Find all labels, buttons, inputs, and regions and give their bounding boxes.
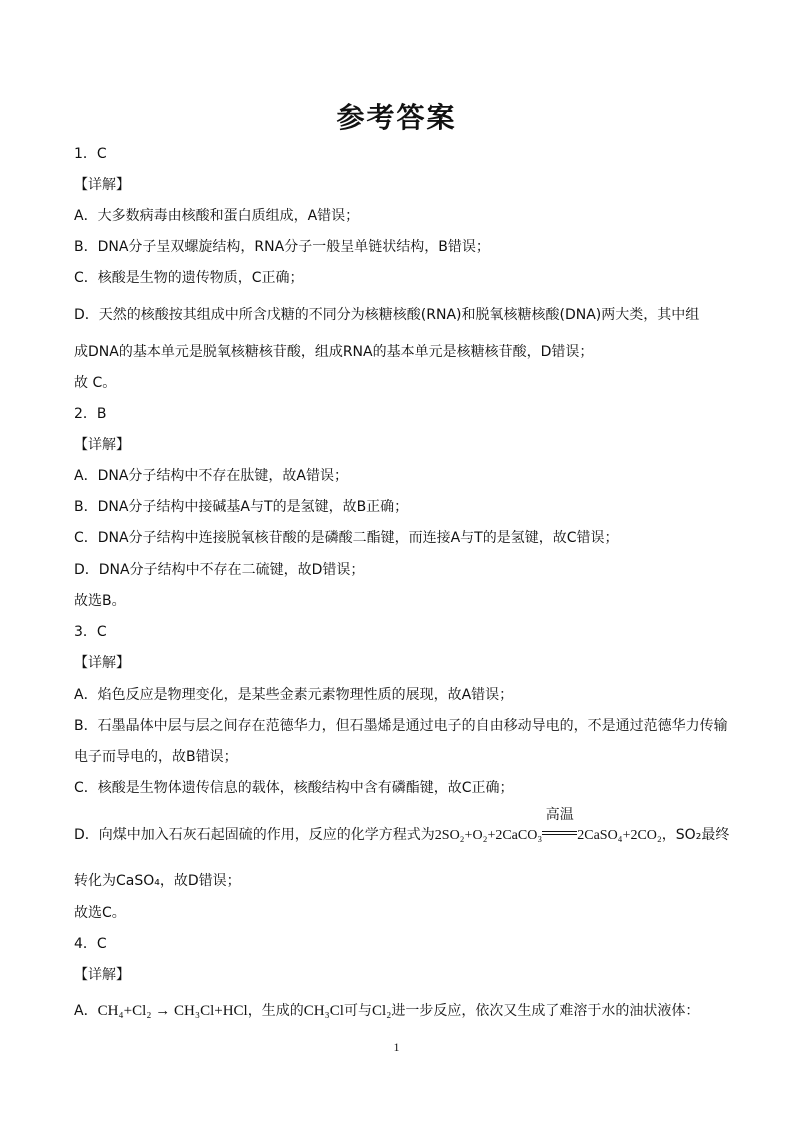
q1-option-a: A．大多数病毒由核酸和蛋白质组成，A错误； <box>74 208 360 224</box>
reaction-condition: 高温 <box>545 807 574 823</box>
q4-a-text3: 进一步反应，依次又生成了难溶于水的油状液体： <box>391 1003 700 1019</box>
q2-answer: 2．B <box>74 406 107 422</box>
q2-option-a: A．DNA分子结构中不存在肽键，故A错误； <box>74 468 348 484</box>
q4-a-text2: 可与 <box>343 1003 372 1019</box>
q3-option-b-line1: B．石墨晶体中层与层之间存在范德华力，但石墨烯是通过电子的自由移动导电的，不是通过范德华力传输 <box>74 718 728 734</box>
q3-conclusion: 故选C。 <box>74 905 126 921</box>
q1-option-b: B．DNA分子呈双螺旋结构，RNA分子一般呈单链状结构，B错误； <box>74 239 490 255</box>
q3-option-b-line2: 电子而导电的，故B错误； <box>74 749 238 765</box>
q1-option-d-line2: 成DNA的基本单元是脱氧核糖核苷酸，组成RNA的基本单元是核糖核苷酸，D错误； <box>74 344 594 360</box>
page-title: 参考答案 <box>336 101 457 134</box>
q4-a-equation: CH₄+Cl₂ → CH₃Cl+HCl <box>97 1003 248 1019</box>
q3-option-d-line2: 转化为CaSO₄，故D错误； <box>74 873 241 889</box>
q4-a-text1: ，生成的 <box>247 1003 304 1019</box>
q3-d-reactants: 2SO₂+O₂+2CaCO₃ <box>434 828 543 843</box>
q3-option-d-line1 <box>74 807 730 846</box>
q3-option-a: A．焰色反应是物理变化，是某些金素元素物理性质的展现，故A错误； <box>74 687 514 703</box>
q3-answer: 3．C <box>74 624 107 640</box>
q2-conclusion: 故选B。 <box>74 593 126 609</box>
reaction-condition-arrow <box>542 807 577 843</box>
q3-detail-heading: 【详解】 <box>74 655 130 671</box>
q4-answer: 4．C <box>74 936 107 952</box>
q2-option-b: B．DNA分子结构中接碱基A与T的是氢键，故B正确； <box>74 499 409 515</box>
q2-option-d: D．DNA分子结构中不存在二硫键，故D错误； <box>74 562 365 578</box>
q3-d-products: 2CaSO₄+2CO₂ <box>577 828 662 843</box>
q4-detail-heading: 【详解】 <box>74 967 130 983</box>
q4-a-cl2: Cl₂ <box>371 1003 392 1019</box>
q3-d-suffix: ，SO₂最终 <box>661 827 730 843</box>
q4-a-ch3cl: CH₃Cl <box>303 1003 344 1019</box>
q1-answer: 1．C <box>74 146 107 162</box>
q3-d-prefix: D．向煤中加入石灰石起固硫的作用，反应的化学方程式为 <box>74 827 435 843</box>
q2-detail-heading: 【详解】 <box>74 437 130 453</box>
q4-option-a <box>74 1001 699 1021</box>
q1-conclusion: 故 C。 <box>74 375 117 391</box>
q1-option-d-line1: D．天然的核酸按其组成中所含戊糖的不同分为核糖核酸(RNA)和脱氧核糖核酸(DNA)两大类，其中组 <box>74 307 700 323</box>
q2-option-c: C．DNA分子结构中连接脱氧核苷酸的是磷酸二酯键，而连接A与T的是氢键，故C错误； <box>74 530 619 546</box>
q3-option-c: C．核酸是生物体遗传信息的载体，核酸结构中含有磷酯键，故C正确； <box>74 780 514 796</box>
q4-a-prefix: A． <box>74 1003 98 1019</box>
q1-detail-heading: 【详解】 <box>74 177 130 193</box>
page-number: 1 <box>393 1040 400 1054</box>
q1-option-c: C．核酸是生物的遗传物质，C正确； <box>74 270 304 286</box>
